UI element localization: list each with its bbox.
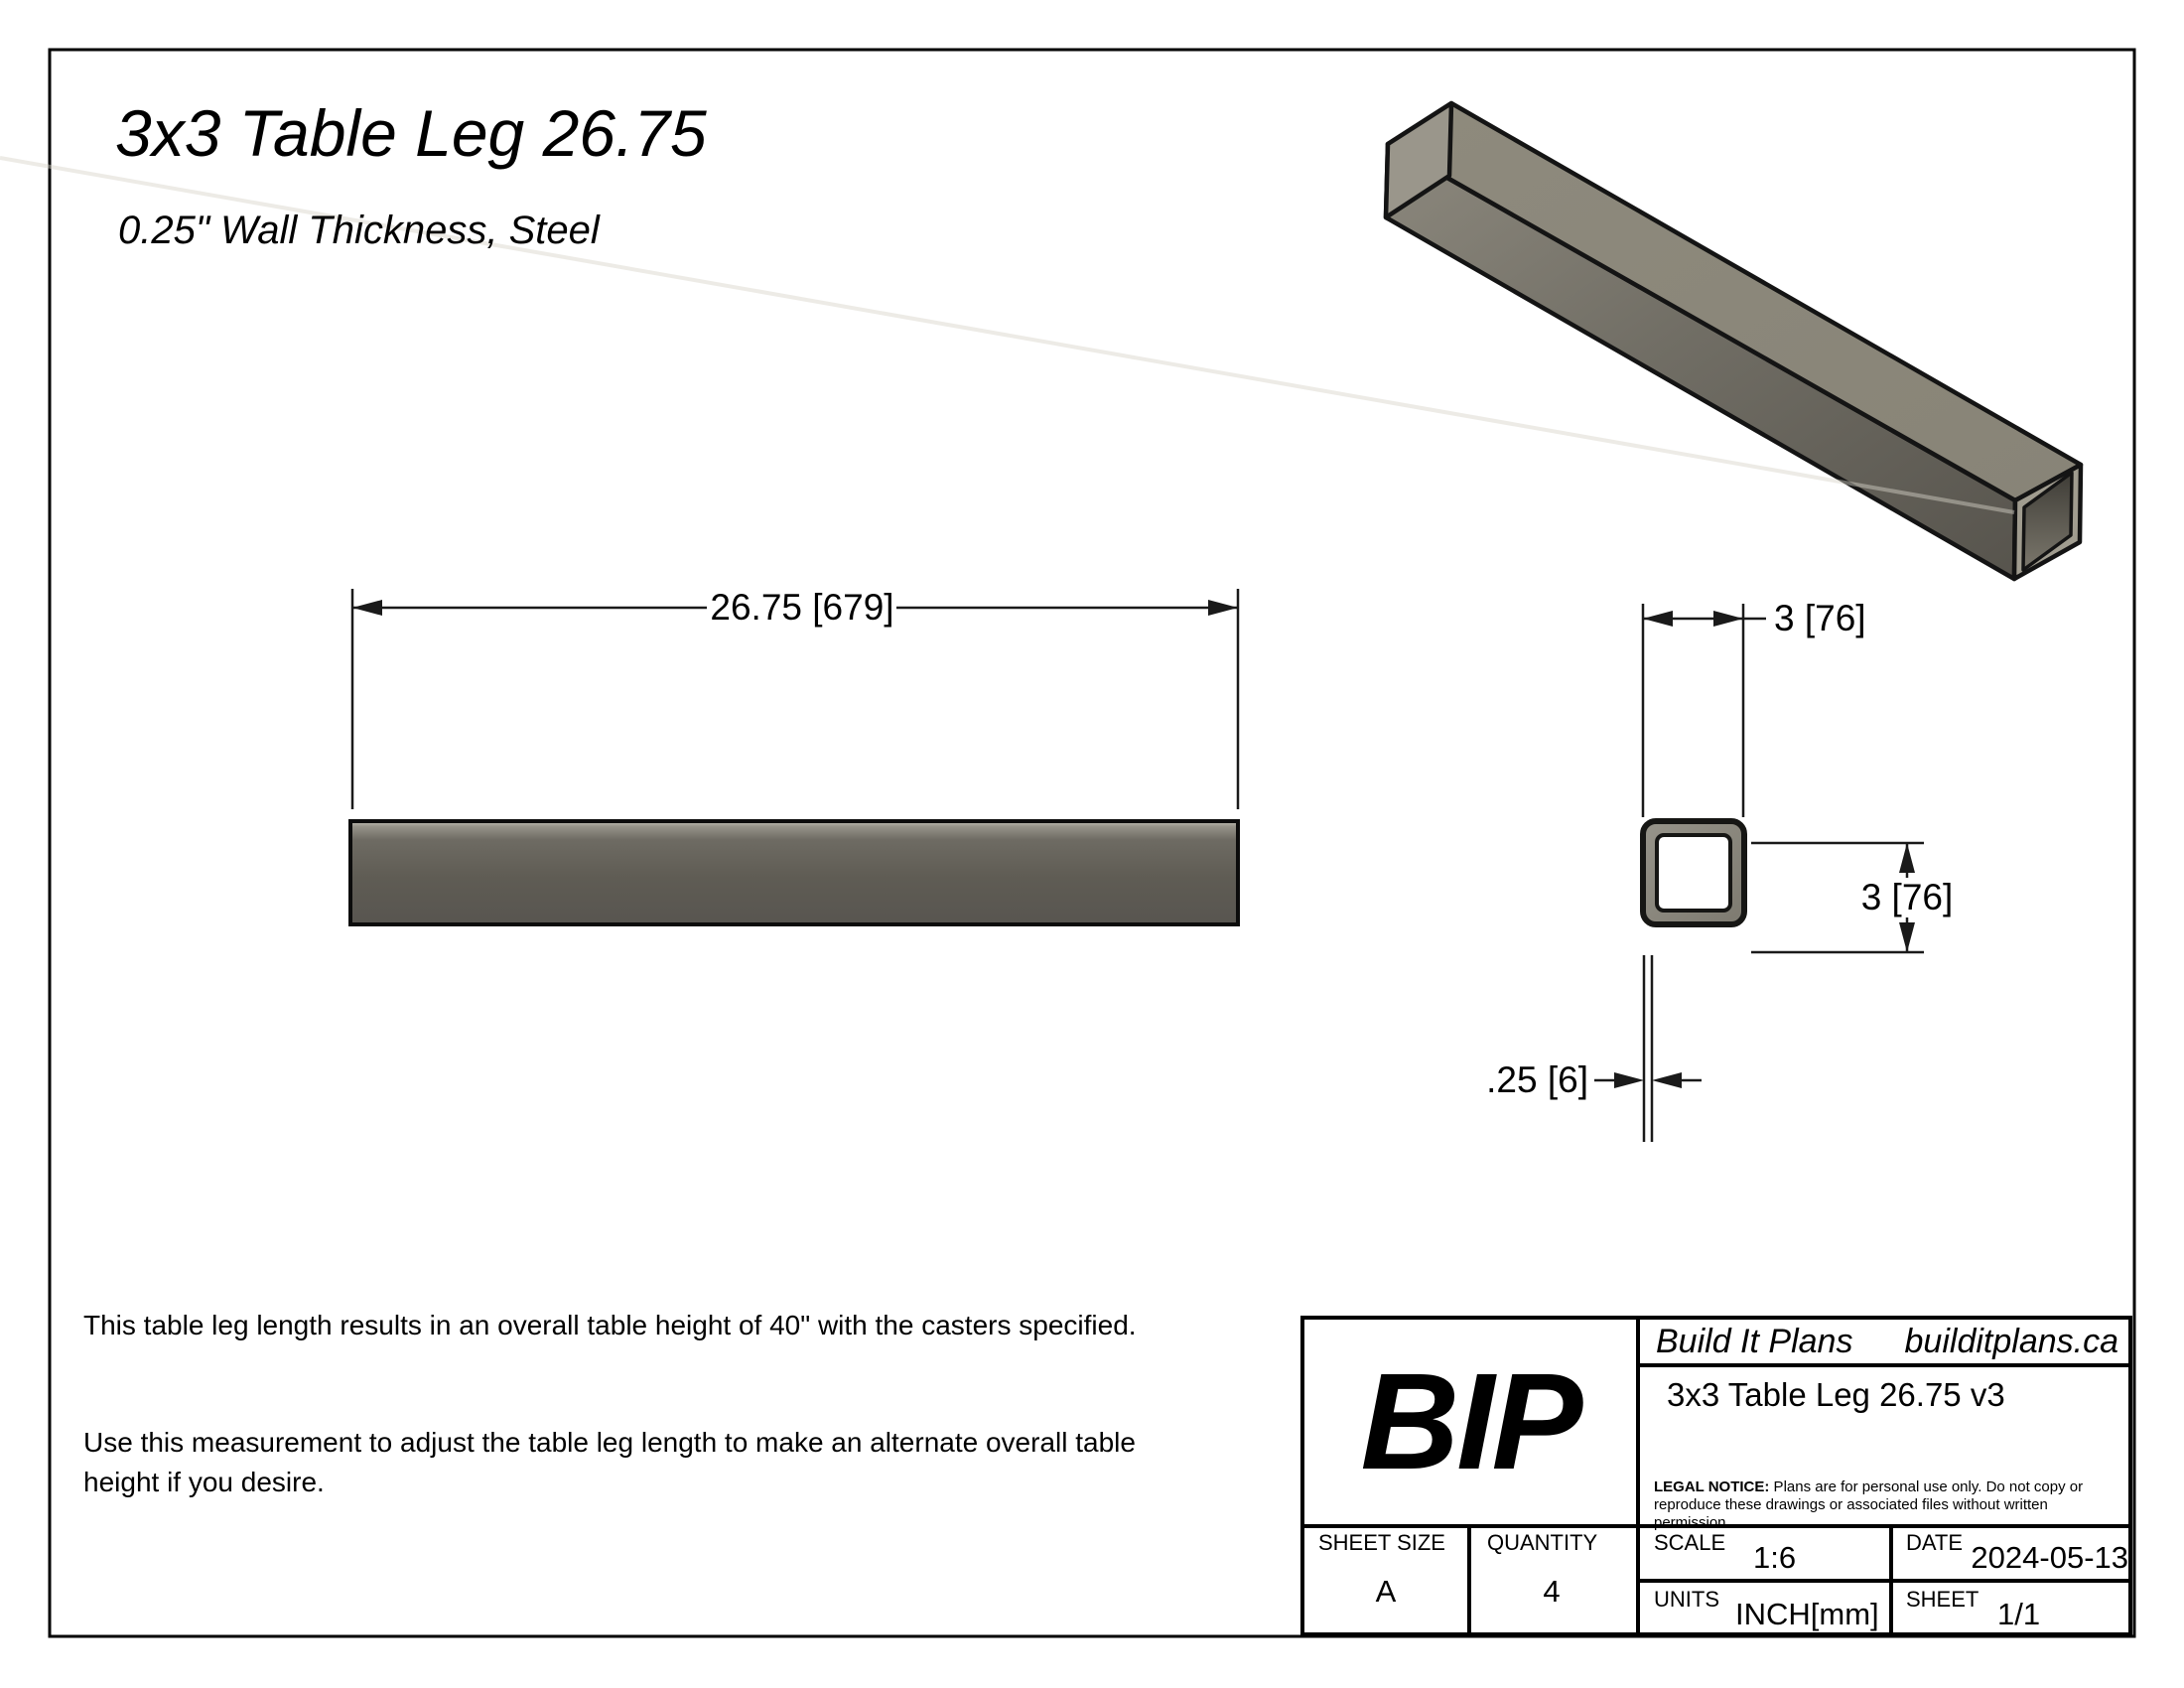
arrowhead-left [352,600,382,616]
note-paragraph-1: This table leg length results in an overall table height of 40" with the casters specified. [83,1310,1137,1340]
sheet-size-value: A [1375,1574,1397,1609]
scale-value: 1:6 [1753,1540,1797,1575]
side-view-bar [350,821,1238,924]
tube-side-face [1386,144,2015,579]
legal-notice-label: LEGAL NOTICE: [1654,1478,1770,1495]
title-block-divider [1640,1579,2128,1583]
dimension-label-length: 26.75 [679] [710,587,894,628]
sheet-label: SHEET [1906,1587,1979,1612]
legal-notice-text-line2: reproduce these drawings or associated files without written permission. [1654,1496,2048,1531]
cross-section-view [1594,604,1924,1142]
arrowhead-up [1899,843,1915,873]
page-title: 3x3 Table Leg 26.75 [115,96,707,170]
units-value: INCH[mm] [1735,1597,1879,1631]
part-name: 3x3 Table Leg 26.75 v3 [1667,1376,2005,1413]
arrowhead-left [1643,611,1673,627]
page-subtitle: 0.25" Wall Thickness, Steel [118,209,600,252]
arrowhead-left [1652,1072,1682,1088]
date-value: 2024-05-13 [1971,1540,2128,1575]
arrowhead-right [1614,1072,1644,1088]
dimension-label-width: 3 [76] [1774,598,1866,638]
quantity-label: QUANTITY [1487,1530,1598,1555]
units-label: UNITS [1654,1587,1719,1612]
quantity-value: 4 [1543,1574,1561,1609]
tube-top-face [1388,103,2081,500]
sheet-value: 1/1 [1997,1597,2041,1631]
arrowhead-right [1208,600,1238,616]
legal-notice-text: Plans are for personal use only. Do not copy or [1769,1478,2084,1495]
isometric-tube-view [0,103,2081,579]
bip-logo: BIP [1360,1344,1580,1498]
company-header [1640,1320,2128,1363]
company-name: Build It Plans [1656,1322,1853,1360]
scale-label: SCALE [1654,1530,1726,1555]
dimension-label-height: 3 [76] [1828,879,1986,915]
side-view [350,589,1238,924]
section-inner [1657,835,1730,911]
arrowhead-down [1899,922,1915,952]
dimension-label-wall-thickness: .25 [6] [1486,1059,1588,1100]
company-website: builditplans.ca [1904,1322,2118,1360]
sheet-size-label: SHEET SIZE [1318,1530,1445,1555]
note-paragraph-2: Use this measurement to adjust the table leg length to make an alternate overall table height if you desire. [83,1427,1136,1497]
arrowhead-right [1713,611,1743,627]
date-label: DATE [1906,1530,1964,1555]
legal-notice [1654,1478,2120,1532]
title-block-divider [1640,1363,2128,1367]
title-block [1300,1316,2132,1636]
